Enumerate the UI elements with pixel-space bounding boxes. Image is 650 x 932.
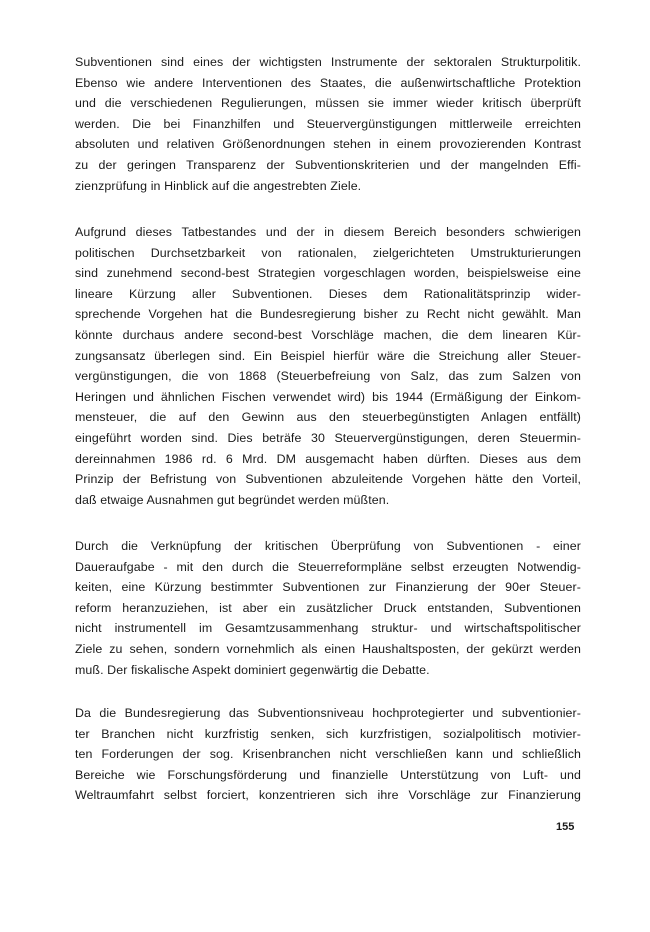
text-line: dereinnahmen 1986 rd. 6 Mrd. DM ausgemacht haben dürften. Dieses aus dem [75,451,581,466]
text-line: Subventionen sind eines der wichtigsten Instrumente der sektoralen Strukturpolitik. [75,55,581,69]
text-line: absoluten und relativen Größenordnungen stehen in einem provozierenden Kontrast [75,137,581,152]
text-line: zienzprüfung in Hinblick auf die angestrebten Ziele. [75,178,362,193]
text-line: vergünstigungen, die von 1868 (Steuerbefreiung von Salz, das zum Salzen von [75,369,581,384]
text-line: werden. Die bei Finanzhilfen und Steuervergünstigungen mittlerweile erreichten [75,116,581,131]
text-line: Bereiche wie Forschungsförderung und finanzielle Unterstützung von Luft- und [75,767,581,782]
text-line: Weltraumfahrt selbst forciert, konzentrieren sich ihre Vorschläge zur Finanzierung [75,788,581,803]
text-line: ten Forderungen der sog. Krisenbranchen nicht verschließen kann und schließlich [75,747,581,762]
text-line: sprechende Vorgehen hat die Bundesregierung bisher zu Recht nicht gewählt. Man [75,307,581,322]
text-line: reform heranzuziehen, ist aber ein zusätzlicher Druck entstanden, Subventionen [75,600,581,615]
text-line: eingeführt worden sind. Dies beträfe 30 Steuervergünstigungen, deren Steuermin- [75,430,581,445]
text-line: Daueraufgabe - mit den durch die Steuerreformpläne selbst erzeugten Notwendig- [75,559,581,574]
paragraph-1 [75,52,581,196]
paragraph-4 [75,703,581,806]
text-line: zungsansatz überlegen sind. Ein Beispiel hierfür wäre die Streichung aller Steuer- [75,348,581,363]
text-line: mensteuer, die auf den Gewinn aus den steuerbegünstigten Anlagen entfällt) [75,410,581,425]
text-line: daß etwaige Ausnahmen gut begründet werden müßten. [75,492,390,507]
text-line: Durch die Verknüpfung der kritischen Überprüfung von Subventionen - einer [75,539,581,553]
text-line: Ziele zu sehen, sondern vornehmlich als einen Haushaltsposten, der gekürzt werden [75,641,581,656]
text-line: muß. Der fiskalische Aspekt dominiert gegenwärtig die Debatte. [75,662,430,677]
text-line: Heringen und ähnlichen Fischen verwendet wird) bis 1944 (Ermäßigung der Einkom- [75,389,581,404]
text-line: Aufgrund dieses Tatbestandes und der in diesem Bereich besonders schwierigen [75,225,581,239]
text-line: ter Branchen nicht kurzfristig senken, sich kurzfristigen, sozialpolitisch motivier- [75,726,581,741]
text-line: keiten, eine Kürzung bestimmter Subventionen zur Finanzierung der 90er Steuer- [75,580,581,595]
paragraph-3 [75,536,581,680]
text-line: politischen Durchsetzbarkeit von rationalen, zielgerichteten Umstrukturierungen [75,245,581,260]
text-line: sind zunehmend second-best Strategien vorgeschlagen worden, beispielsweise eine [75,266,581,281]
text-line: Da die Bundesregierung das Subventionsniveau hochprotegierter und subventionier- [75,706,581,720]
page-number: 155 [556,821,575,833]
text-line: nicht instrumentell im Gesamtzusammenhang struktur- und wirtschaftspolitischer [75,621,581,636]
text-line: könnte durchaus andere second-best Vorschläge machen, die dem linearen Kür- [75,327,581,342]
text-line: Prinzip der Befristung von Subventionen abzuleitende Vorgehen hätte den Vorteil, [75,472,581,487]
text-line: und die verschiedenen Regulierungen, müssen sie immer wieder kritisch überprüft [75,96,581,111]
paragraph-2 [75,222,581,510]
text-line: lineare Kürzung aller Subventionen. Dieses dem Rationalitätsprinzip wider- [75,286,581,301]
text-line: Ebenso wie andere Interventionen des Staates, die außenwirtschaftliche Protektion [75,75,581,90]
text-line: zu der geringen Transparenz der Subventionskriterien und der mangelnden Effi- [75,157,581,172]
